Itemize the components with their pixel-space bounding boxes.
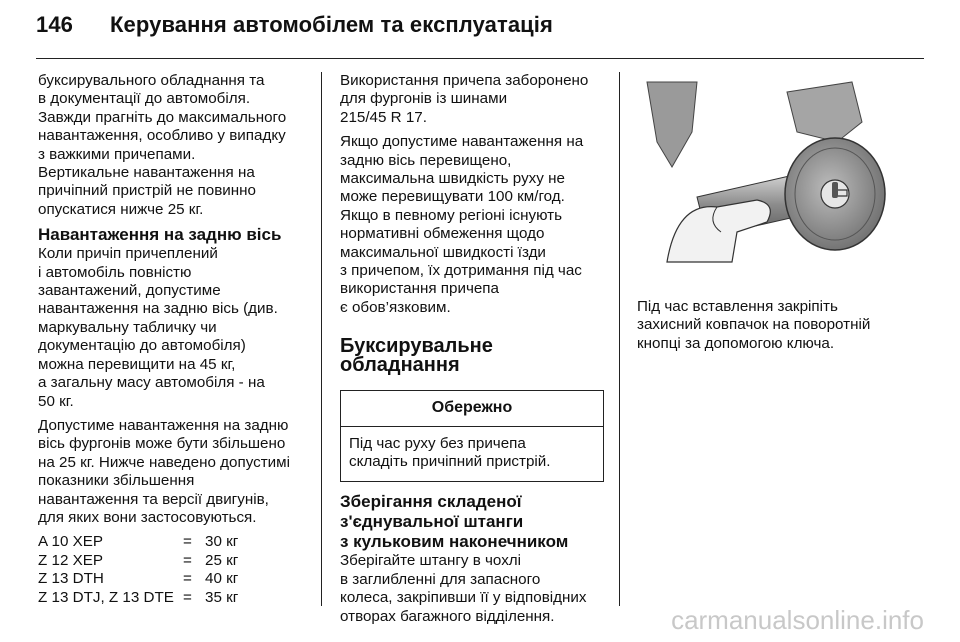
paragraph: Якщо допустиме навантаження на задню вісь перевищено, максимальна швидкість руху не може перевищувати 100 км/год. Якщо в певному регіоні існують нормативні обмеження щодо максимальної швидкості їзди з причепом, їх дотримання під час використання причепа є обов’язковим. [340,133,584,316]
caution-box [340,390,604,482]
engine-cell: Z 12 XEP [38,551,103,569]
engine-cell: A 10 XEP [38,533,104,551]
illustration-svg [637,72,907,282]
engine-cell: Z 13 DTJ, Z 13 DTE [38,588,174,606]
table-row [38,552,238,570]
table-row [38,589,238,607]
engine-cell: Z 13 DTH [38,570,104,588]
paragraph: Використання причепа заборонено для фургонів із шинами 215/45 R 17. [340,72,589,126]
page-header [36,12,553,38]
header-rule [36,58,924,59]
paragraph: буксирувального обладнання та в документації до автомобіля. Завжди прагніть до максимального навантаження, особливо у випадку з важкими причепами. Вертикальне навантаження на причіпний пристрій не повинно опускатися нижче 25 кг. [38,72,287,218]
value-cell: 30 кг [205,533,239,551]
value-cell: 40 кг [205,570,239,588]
equals-cell: = [183,570,192,588]
column-divider [619,72,620,606]
caution-text: Під час руху без причепа складіть причіпний пристрій. [349,434,551,470]
subheading-storage: Зберігання складеної з'єднувальної штанги з кульковим наконечником [340,492,569,552]
column-divider [321,72,322,606]
equals-cell: = [183,588,192,606]
page-number: 146 [36,12,74,37]
subheading-rear-axle: Навантаження на задню вісь [38,225,282,245]
engine-load-table [38,533,238,607]
paragraph: Допустиме навантаження на задню вісь фургонів може бути збільшено на 25 кг. Нижче наведено допустимі показники збільшення навантаження та версії двигунів, для яких вони застосовуються. [38,416,290,526]
watermark: carmanualsonline.info [671,605,924,635]
value-cell: 35 кг [205,588,239,606]
table-row [38,533,238,551]
equals-cell: = [183,551,192,569]
illustration-ball-bar-key [637,72,907,282]
paragraph: Коли причіп причеплений і автомобіль повністю завантажений, допустиме навантаження на задню вісь (див. маркувальну табличку чи документацію до автомобіля) можна перевищити на 45 кг, а загальну масу автомобіля - на 50 кг. [38,245,278,410]
chapter-title: Керування автомобілем та експлуатація [110,12,553,37]
section-heading-towing: Буксирувальне обладнання [340,335,493,376]
column-right [637,72,907,359]
caution-title: Обережно [341,391,603,426]
column-left [38,72,306,607]
paragraph: Зберігайте штангу в чохлі в заглибленні для запасного колеса, закріпивши її у відповідних отворах багажного відділення. [340,552,587,625]
column-middle [340,72,606,632]
figure-caption: Під час вставлення закріпіть захисний ковпачок на поворотній кнопці за допомогою ключа. [637,298,871,352]
table-row [38,570,238,588]
equals-cell: = [183,533,192,551]
value-cell: 25 кг [205,551,239,569]
